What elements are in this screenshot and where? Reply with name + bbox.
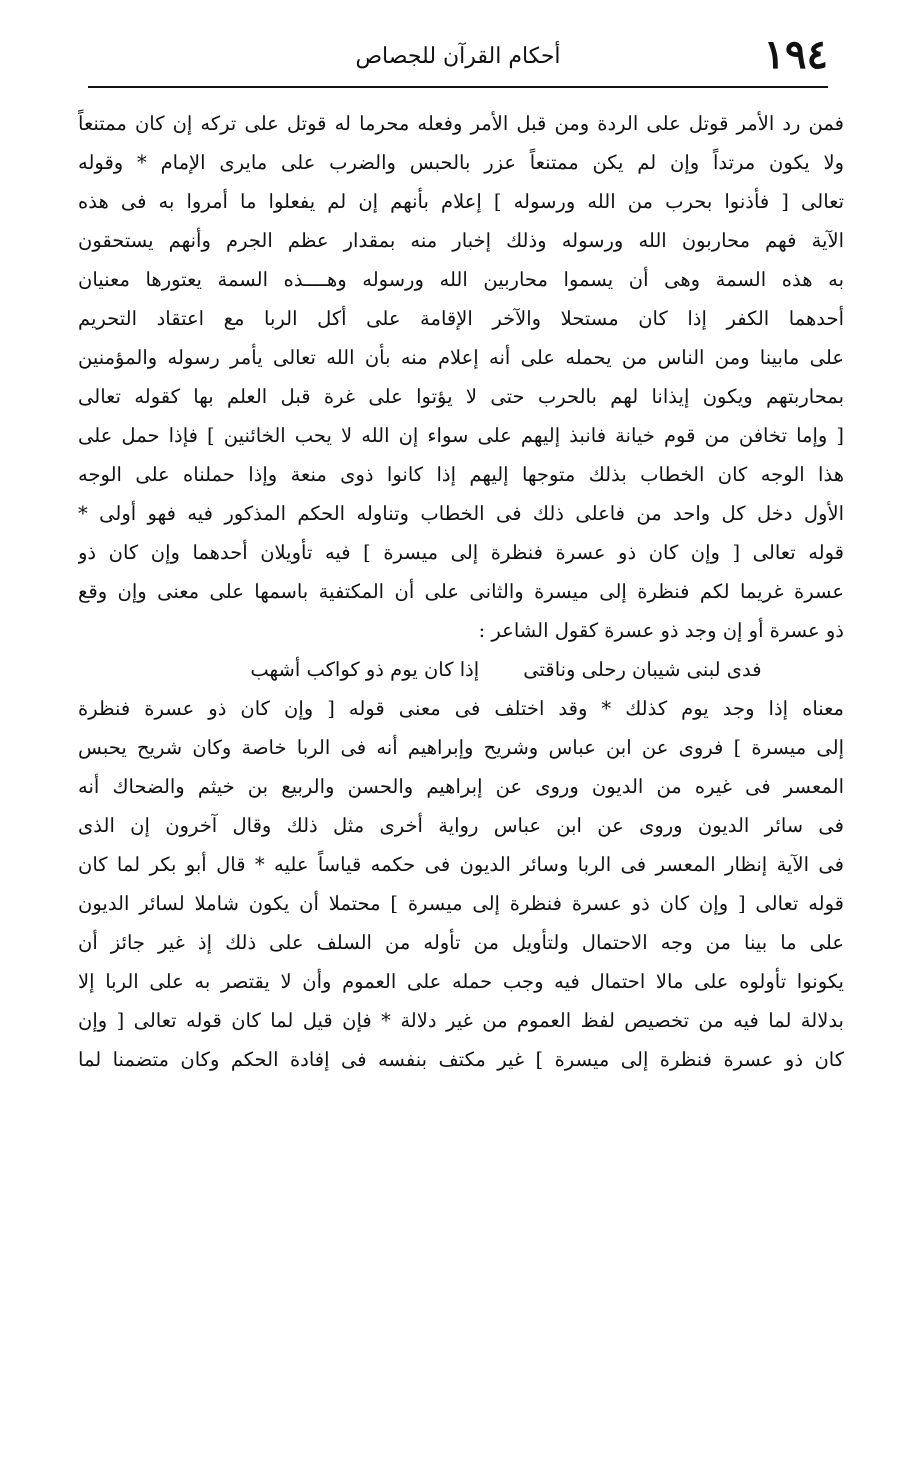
text-line: قوله تعالى [ وإن كان ذو عسرة فنظرة إلى ميسرة ] محتملا أن يكون شاملا لسائر الديون [78,892,844,915]
page-number: ١٩٤ [763,31,828,78]
poetry-verse [78,650,844,689]
text-line: عسرة غريما لكم فنظرة إلى ميسرة والثانى على أن المكتفية باسمها على معنى وإن وقع [78,580,844,603]
text-line: ذو عسرة أو إن وجد ذو عسرة كقول الشاعر : [478,619,844,642]
text-line: فى الآية إنظار المعسر فى الربا وسائر الديون فى حكمه قياساً عليه * قال أبو بكر لما كان [78,853,844,876]
text-line: [ وإما تخافن من قوم خيانة فانبذ إليهم على سواء إن الله لا يحب الخائنين ] فإذا حمل على [78,424,844,447]
text-line: فمن رد الأمر قوتل على الردة ومن قبل الأمر وفعله محرما له قوتل على تركه إن كان ممتنعاً [78,112,844,135]
text-line: إلى ميسرة ] فروى عن ابن عباس وشريح وإبراهيم أنه فى الربا خاصة وكان شريح يحبس [78,736,844,759]
text-line: يكونوا تأولوه على مالا احتمال فيه وجب حمله على العموم وأن لا يقتصر به على الربا إلا [78,970,844,993]
text-line: به هذه السمة وهى أن يسموا محاربين الله ورسوله وهــــذه السمة يعتورها معنيان [78,268,844,291]
text-line: كان ذو عسرة فنظرة إلى ميسرة ] غير مكتف بنفسه فى إفادة الحكم وكان متضمنا لما [78,1048,844,1071]
text-line: الأول دخل كل واحد من فاعلى ذلك فى الخطاب وتناوله الحكم المذكور فيه فهو أولى * [78,502,844,525]
text-line: قوله تعالى [ وإن كان ذو عسرة فنظرة إلى ميسرة ] فيه تأويلان أحدهما وإن كان ذو [78,541,844,564]
text-line: الآية فهم محاربون الله ورسوله وذلك إخبار منه بمقدار عظم الجرم وأنهم يستحقون [78,229,844,252]
text-line: معناه إذا وجد يوم كذلك * وقد اختلف فى معنى قوله [ وإن كان ذو عسرة فنظرة [78,697,844,720]
text-line: تعالى [ فأذنوا بحرب من الله ورسوله ] إعلام بأنهم إن لم يفعلوا ما أمروا به فى هذه [78,190,844,213]
text-line: هذا الوجه كان الخطاب بذلك متوجها إليهم إذا كانوا ذوى منعة وإذا حملناه على الوجه [78,463,844,486]
verse-second-hemistich: إذا كان يوم ذو كواكب أشهب [250,658,480,681]
page-header [88,30,828,88]
text-line: بدلالة لما فيه من تخصيص لفظ العموم من غير دلالة * فإن قيل لما كان قوله تعالى [ وإن [78,1009,844,1032]
text-line: ولا يكون مرتداً وإن لم يكن ممتنعاً عزر بالحبس والضرب على مايرى الإمام * وقوله [78,151,844,174]
text-line: المعسر فى غيره من الديون وروى عن إبراهيم والحسن والربيع بن خيثم والضحاك أنه [78,775,844,798]
text-line: فى سائر الديون وروى عن ابن عباس رواية أخرى مثل ذلك وقال آخرون إن الذى [78,814,844,837]
verse-first-hemistich: فدى لبنى شيبان رحلى وناقتى [523,658,762,681]
text-line: على مابينا ومن الناس من يحمله على أنه إعلام منه بأن الله تعالى يأمر رسوله والمؤمنين [78,346,844,369]
running-title: أحكام القرآن للجصاص [355,44,561,69]
text-line: بمحاربتهم ويكون إيذانا لهم بالحرب حتى لا يؤتوا على غرة قبل العلم بها كقوله تعالى [78,385,844,408]
text-line: على ما بينا من وجه الاحتمال ولتأويل من تأوله من السلف على ذلك إذ غير جائز أن [78,931,844,954]
text-line: أحدهما الكفر إذا كان مستحلا والآخر الإقامة على أكل الربا مع اعتقاد التحريم [78,307,844,330]
body-text [78,104,844,1079]
